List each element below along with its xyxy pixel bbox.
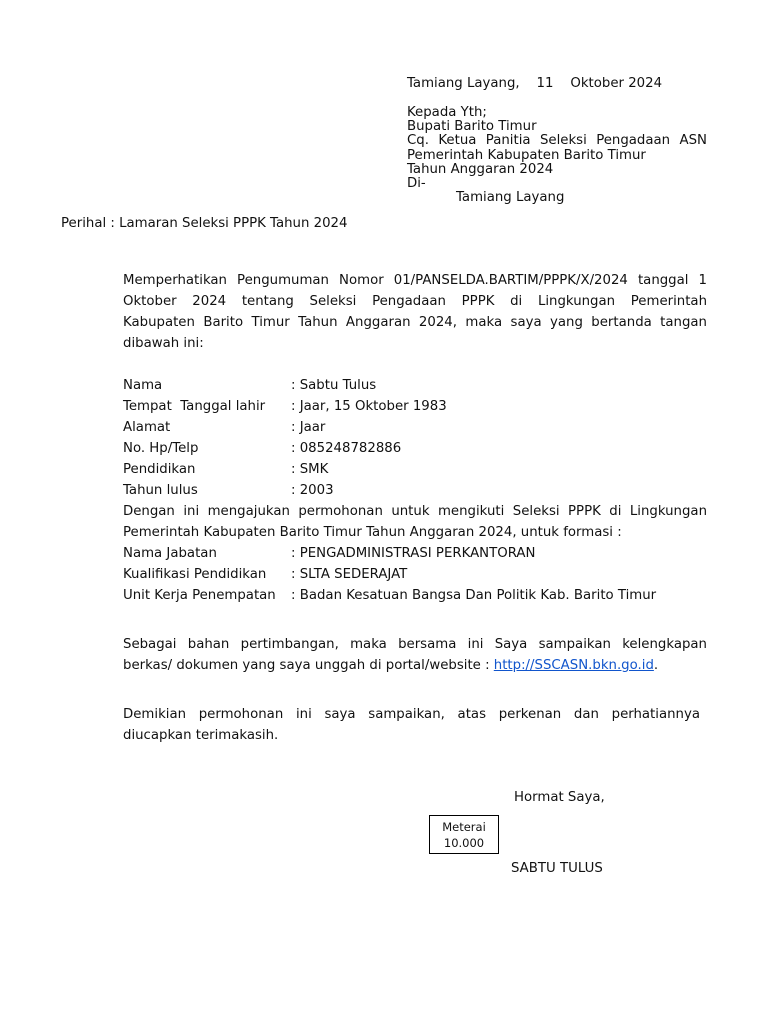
field-label: No. Hp/Telp — [123, 441, 199, 456]
subject-line: Perihal : Lamaran Seleksi PPPK Tahun 2024 — [61, 216, 348, 231]
field-label: Kualifikasi Pendidikan — [123, 567, 267, 582]
field-value: : PENGADMINISTRASI PERKANTORAN — [291, 546, 536, 561]
recipient-line: Tahun Anggaran 2024 — [407, 161, 554, 177]
documents-line — [123, 655, 707, 676]
documents-line-suffix: . — [653, 658, 659, 673]
field-value: : 2003 — [291, 483, 334, 498]
intro-line: Oktober 2024 tentang Seleksi Pengadaan PPPK di Lingkungan Pemerintah — [123, 294, 707, 309]
field-value: : SMK — [291, 462, 329, 477]
documents-paragraph — [123, 634, 707, 676]
field-label: Tempat Tanggal lahir — [123, 399, 266, 414]
closing-paragraph — [123, 704, 700, 746]
documents-line-prefix: berkas/ dokumen yang saya unggah di portal/website : — [123, 658, 494, 673]
field-row-kualifikasi — [123, 564, 656, 585]
application-paragraph — [123, 501, 707, 543]
sscasn-link[interactable]: http://SSCASN.bkn.go.id — [493, 658, 654, 673]
field-value: : Badan Kesatuan Bangsa Dan Politik Kab. Barito Timur — [291, 588, 657, 603]
field-value: : SLTA SEDERAJAT — [291, 567, 408, 582]
field-row-ttl — [123, 396, 447, 417]
intro-line: Memperhatikan Pengumuman Nomor 01/PANSELDA.BARTIM/PPPK/X/2024 tanggal 1 — [123, 273, 707, 288]
closing-line: Demikian permohonan ini saya sampaikan, atas perkenan dan perhatiannya — [123, 707, 700, 722]
field-value: : Jaar — [291, 420, 326, 435]
field-value: : Sabtu Tulus — [291, 378, 377, 393]
field-label: Unit Kerja Penempatan — [123, 588, 276, 603]
recipient-line: Di- — [407, 176, 426, 192]
field-value: : Jaar, 15 Oktober 1983 — [291, 399, 447, 414]
field-row-phone — [123, 438, 447, 459]
recipient-city: Tamiang Layang — [456, 190, 565, 206]
recipient-line: Pemerintah Kabupaten Barito Timur — [407, 147, 646, 163]
field-row-tahun-lulus — [123, 480, 447, 501]
closing-line: diucapkan terimakasih. — [123, 728, 279, 743]
signer-name: SABTU TULUS — [511, 861, 603, 876]
field-label: Nama Jabatan — [123, 546, 217, 561]
documents-line: Sebagai bahan pertimbangan, maka bersama ini Saya sampaikan kelengkapan — [123, 637, 707, 652]
place-date: Tamiang Layang, 11 Oktober 2024 — [407, 76, 663, 91]
intro-line: Kabupaten Barito Timur Tahun Anggaran 2024, maka saya yang bertanda tangan — [123, 315, 707, 330]
personal-data-table — [123, 375, 447, 501]
recipient-line: Bupati Barito Timur — [407, 119, 537, 135]
field-value: : 085248782886 — [291, 441, 402, 456]
field-label: Alamat — [123, 420, 171, 435]
field-row-nama — [123, 375, 447, 396]
field-label: Nama — [123, 378, 163, 393]
field-label: Tahun lulus — [123, 483, 198, 498]
application-line: Dengan ini mengajukan permohonan untuk mengikuti Seleksi PPPK di Lingkungan — [123, 504, 707, 519]
application-line: Pemerintah Kabupaten Barito Timur Tahun Anggaran 2024, untuk formasi : — [123, 525, 622, 540]
field-label: Pendidikan — [123, 462, 196, 477]
field-row-unit-kerja — [123, 585, 656, 606]
intro-paragraph — [123, 270, 707, 354]
meterai-stamp-box — [429, 815, 499, 854]
field-row-alamat — [123, 417, 447, 438]
recipient-line: Kepada Yth; — [407, 105, 487, 120]
recipient-line: Cq. Ketua Panitia Seleksi Pengadaan ASN — [407, 133, 707, 149]
intro-line: dibawah ini: — [123, 336, 204, 351]
field-row-pendidikan — [123, 459, 447, 480]
field-row-jabatan — [123, 543, 656, 564]
stamp-value: 10.000 — [443, 836, 485, 850]
recipient-block — [407, 106, 707, 205]
stamp-label: Meterai — [442, 820, 486, 834]
signature-greeting: Hormat Saya, — [514, 790, 605, 805]
position-table — [123, 543, 656, 606]
